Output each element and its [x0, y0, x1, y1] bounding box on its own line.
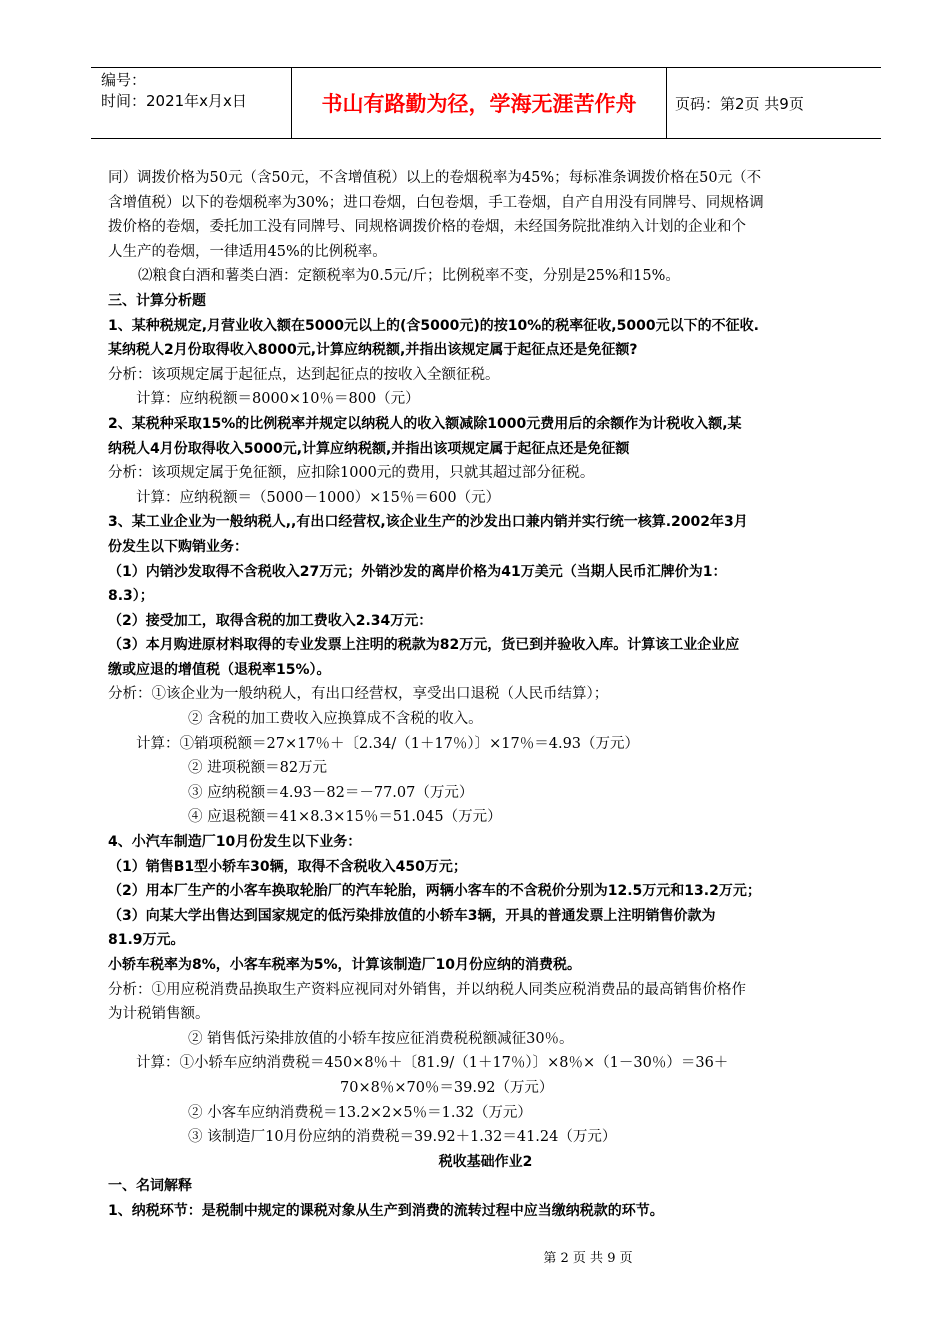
text-line: 同）调拨价格为50元（含50元，不含增值税）以上的卷烟税率为45%；每标准条调拨价格在50元（不	[108, 170, 762, 186]
question-line: （2）接受加工，取得含税的加工费收入2.34万元：	[108, 612, 433, 629]
time-label: 时间：2021年x月x日	[101, 92, 247, 110]
analysis-line: 分析：①该企业为一般纳税人，有出口经营权，享受出口退税（人民币结算）；	[108, 686, 609, 703]
calculation-line: ③ 该制造厂10月份应纳的消费税＝39.92＋1.32＝41.24（万元）	[188, 1129, 617, 1146]
section-heading: 三、计算分析题	[108, 292, 206, 309]
page-indicator: 页码：第2页 共9页	[675, 94, 804, 113]
question-line: （3）向某大学出售达到国家规定的低污染排放值的小轿车3辆，开具的普通发票上注明销售价款为	[108, 907, 716, 924]
question-line: 2、某税种采取15%的比例税率并规定以纳税人的收入额减除1000元费用后的余额作为计税收入额,某	[108, 415, 742, 432]
text-line: 拨价格的卷烟，委托加工没有同牌号、同规格调拨价格的卷烟，未经国务院批准纳入计划的企业和个	[108, 219, 746, 236]
question-line: 小轿车税率为8%，小客车税率为5%，计算该制造厂10月份应纳的消费税。	[108, 957, 582, 973]
analysis-line: ② 含税的加工费收入应换算成不含税的收入。	[188, 711, 483, 728]
question-line: （3）本月购进原材料取得的专业发票上注明的税款为82万元，货已到并验收入库。计算该工业企业应	[108, 637, 740, 654]
question-line: 8.3）；	[108, 588, 154, 605]
text-line: 人生产的卷烟，一律适用45%的比例税率。	[108, 243, 387, 260]
question-line: 份发生以下购销业务：	[108, 538, 248, 555]
section-title: 税收基础作业2	[438, 1153, 533, 1170]
question-line: 某纳税人2月份取得收入8000元,计算应纳税额,并指出该规定属于起征点还是免征额?	[108, 342, 638, 359]
question-line: 3、某工业企业为一般纳税人,,有出口经营权,该企业生产的沙发出口兼内销并实行统一核算.2002年3月	[108, 514, 748, 531]
calculation-line: ④ 应退税额＝41×8.3×15％＝51.045（万元）	[188, 809, 502, 826]
analysis-line: 为计税销售额。	[108, 1006, 210, 1023]
calculation-line: 计算：①销项税额＝27×17％＋〔2.34/（1＋17％）〕×17％＝4.93（万元）	[136, 735, 640, 752]
section-heading: 一、名词解释	[108, 1178, 192, 1195]
analysis-line: 分析：该项规定属于起征点，达到起征点的按收入全额征税。	[108, 366, 500, 383]
calculation-line: 计算：应纳税额＝8000×10％＝800（元）	[136, 391, 420, 408]
analysis-line: 分析：该项规定属于免征额，应扣除1000元的费用，只就其超过部分征税。	[108, 465, 595, 482]
text-line: ⑵粮食白酒和薯类白酒：定额税率为0.5元/斤；比例税率不变，分别是25%和15%。	[138, 268, 680, 285]
definition-line: 1、纳税环节：是税制中规定的课税对象从生产到消费的流转过程中应当缴纳税款的环节。	[108, 1202, 664, 1219]
page-footer: 第 2 页 共 9 页	[543, 1251, 633, 1266]
calculation-line: 计算：①小轿车应纳消费税＝450×8％＋〔81.9/（1＋17％）〕×8％×（1－30％）＝36＋	[136, 1055, 729, 1072]
question-line: 缴或应退的增值税（退税率15%）。	[108, 661, 331, 678]
question-line: 纳税人4月份取得收入5000元,计算应纳税额,并指出该项规定属于起征点还是免征额	[108, 440, 630, 457]
page-header	[91, 67, 881, 139]
number-label: 编号：	[101, 71, 147, 89]
calculation-line: ③ 应纳税额＝4.93－82＝－77.07（万元）	[188, 784, 474, 801]
calculation-line: 70×8％×70％＝39.92（万元）	[340, 1079, 554, 1096]
question-line: （1）销售B1型小轿车30辆，取得不含税收入450万元；	[108, 858, 467, 875]
question-line: 81.9万元。	[108, 932, 185, 949]
analysis-line: 分析：①用应税消费品换取生产资料应视同对外销售，并以纳税人同类应税消费品的最高销售价格作	[108, 981, 746, 998]
analysis-line: ② 销售低污染排放值的小轿车按应征消费税税额减征30％。	[188, 1030, 574, 1047]
text-line: 含增值税）以下的卷烟税率为30%；进口卷烟，白包卷烟，手工卷烟，自产自用没有同牌号、同规格调	[108, 194, 764, 211]
question-line: （1）内销沙发取得不含税收入27万元；外销沙发的离岸价格为41万美元（当期人民币汇牌价为1：	[108, 563, 727, 580]
calculation-line: ② 进项税额＝82万元	[188, 760, 328, 777]
header-meta	[91, 68, 292, 138]
question-line: 1、某种税规定,月营业收入额在5000元以上的(含5000元)的按10%的税率征收,5000元以下的不征收.	[108, 317, 759, 334]
question-line: （2）用本厂生产的小客车换取轮胎厂的汽车轮胎，两辆小客车的不含税价分别为12.5万元和13.2万元；	[108, 883, 761, 900]
calculation-line: 计算：应纳税额＝（5000－1000）×15％＝600（元）	[136, 489, 501, 506]
calculation-line: ② 小客车应纳消费税＝13.2×2×5％＝1.32（万元）	[188, 1104, 532, 1121]
question-line: 4、小汽车制造厂10月份发生以下业务：	[108, 834, 362, 851]
document-body	[108, 166, 863, 1224]
motto: 书山有路勤为径，学海无涯苦作舟	[292, 68, 667, 138]
